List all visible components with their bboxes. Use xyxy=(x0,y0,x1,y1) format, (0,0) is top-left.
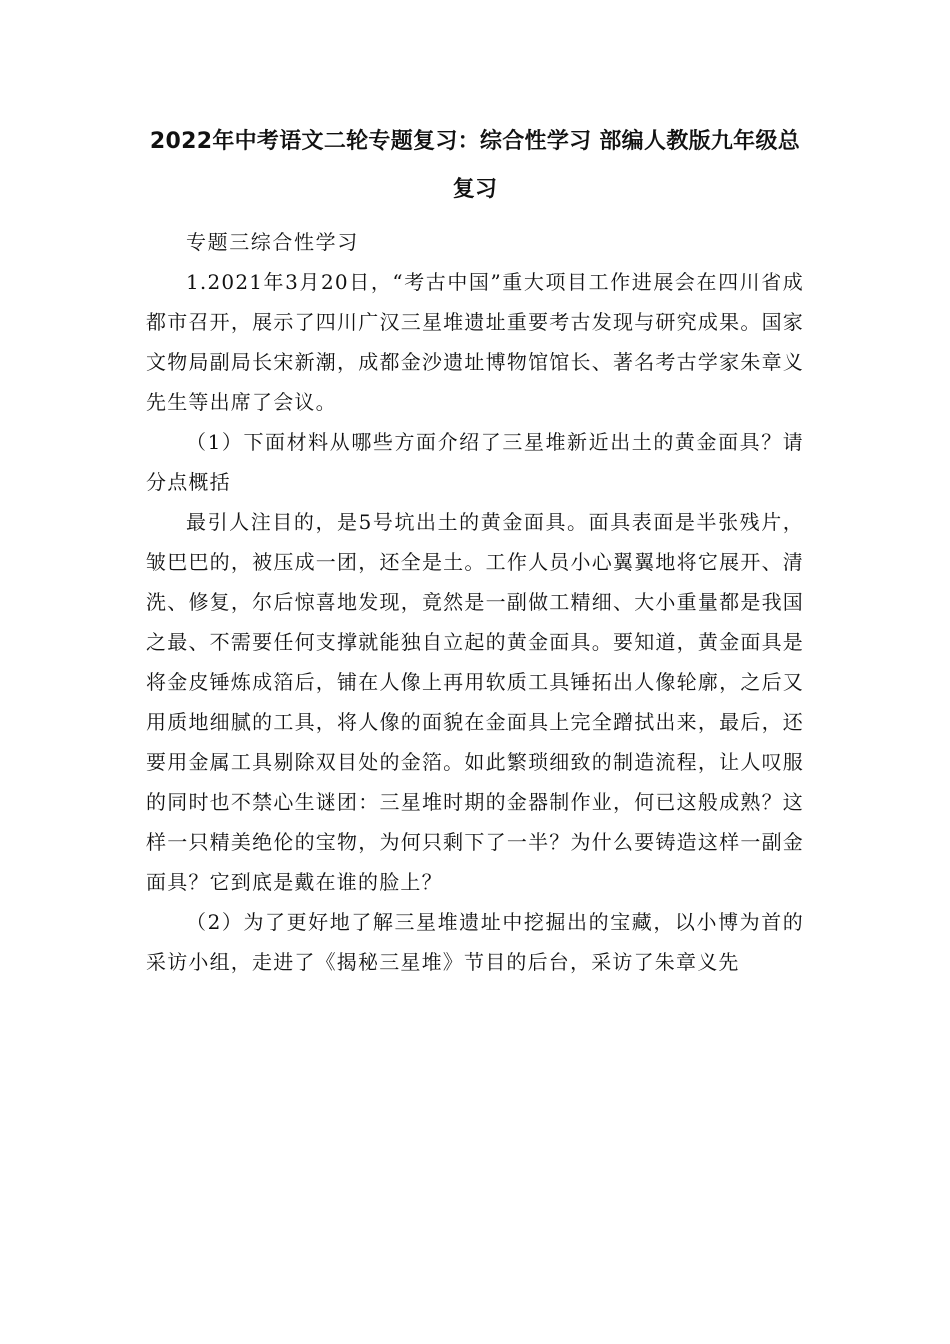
question-1: （1）下面材料从哪些方面介绍了三星堆新近出土的黄金面具？请分点概括 xyxy=(146,430,804,494)
question-2: （2）为了更好地了解三星堆遗址中挖掘出的宝藏，以小博为首的采访小组，走进了《揭秘三星堆》节目的后台，采访了朱章义先 xyxy=(146,910,804,974)
document-title: 2022年中考语文二轮专题复习：综合性学习 部编人教版九年级总复习 xyxy=(149,129,801,202)
section-heading: 专题三综合性学习 xyxy=(186,230,359,254)
document-body xyxy=(146,222,804,982)
material-passage: 最引人注目的，是5号坑出土的黄金面具。面具表面是半张残片，皱巴巴的，被压成一团，还全是土。工作人员小心翼翼地将它展开、清洗、修复，尔后惊喜地发现，竟然是一副做工精细、大小重量都是我国之最、不需要任何支撑就能独自立起的黄金面具。要知道，黄金面具是将金皮锤炼成箔后，铺在人像上再用软质工具锤拓出人像轮廓，之后又用质地细腻的工具，将人像的面貌在金面具上完全蹭拭出来，最后，还要用金属工具剔除双目处的金箔。如此繁琐细致的制造流程，让人叹服的同时也不禁心生谜团：三星堆时期的金器制作业，何已这般成熟？这样一只精美绝伦的宝物，为何只剩下了一半？为什么要铸造这样一副金面具？它到底是戴在谁的脸上？ xyxy=(146,510,804,894)
paragraph-intro: 1.2021年3月20日，“考古中国”重大项目工作进展会在四川省成都市召开，展示了四川广汉三星堆遗址重要考古发现与研究成果。国家文物局副局长宋新潮，成都金沙遗址博物馆馆长、著名考古学家朱章义先生等出席了会议。 xyxy=(146,270,804,414)
